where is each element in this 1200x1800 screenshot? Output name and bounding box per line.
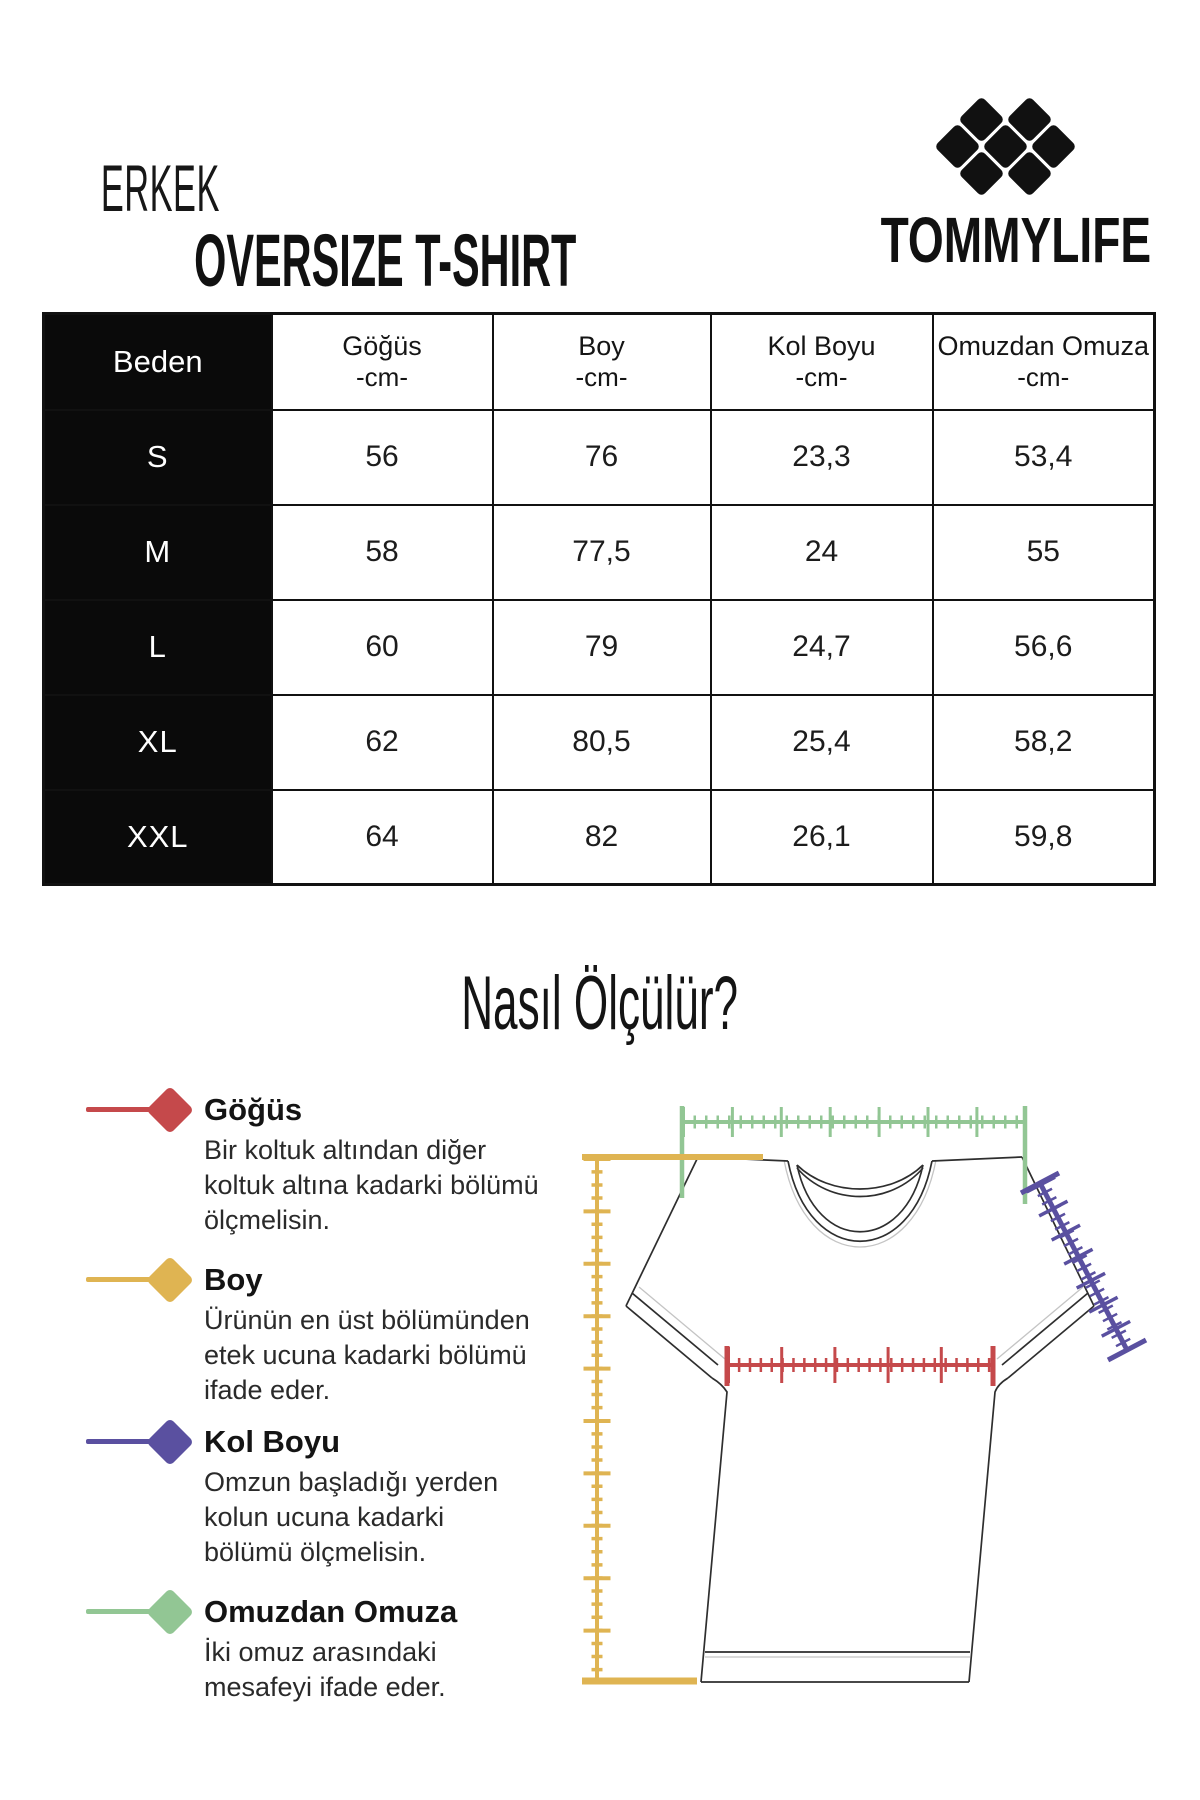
brand-name: TOMMYLIFE [880,204,1152,276]
col-header-kol-boyu: Kol Boyu -cm- [711,314,933,410]
value-cell: 56,6 [933,600,1155,695]
legend-title: Kol Boyu [204,1424,341,1459]
tshirt-outline [626,1157,1094,1682]
size-cell: M [44,505,272,600]
value-cell: 79 [493,600,711,695]
diamond-icon [146,1256,194,1304]
value-cell: 55 [933,505,1155,600]
diamond-icon [146,1086,194,1134]
col-header-omuzdan-omuza: Omuzdan Omuza -cm- [933,314,1155,410]
value-cell: 23,3 [711,410,933,505]
col-header-gogus: Göğüs -cm- [272,314,493,410]
size-cell: XL [44,695,272,790]
table-row-s [44,410,1155,505]
legend-marker [86,1257,192,1303]
brand-block [828,85,1188,276]
legend-desc: Omzun başladığı yerden kolun ucuna kadarki bölümü ölçmelisin. [204,1467,499,1567]
table-row-xxl [44,790,1155,885]
legend-item-omuzdan-omuza [86,1589,566,1705]
value-cell: 56 [272,410,493,505]
legend-title: Göğüs [204,1092,303,1127]
legend-marker [86,1589,192,1635]
table-row-xl [44,695,1155,790]
value-cell: 60 [272,600,493,695]
table-row-l [44,600,1155,695]
diamond-icon [146,1418,194,1466]
value-cell: 80,5 [493,695,711,790]
legend-item-gogus [86,1087,566,1238]
value-cell: 64 [272,790,493,885]
value-cell: 62 [272,695,493,790]
col-header-size: Beden [44,314,272,410]
value-cell: 58 [272,505,493,600]
size-cell: L [44,600,272,695]
size-table-header-row [44,314,1155,410]
ruler-boy [582,1157,763,1681]
value-cell: 76 [493,410,711,505]
size-cell: XXL [44,790,272,885]
legend-desc: Bir koltuk altından diğer koltuk altına kadarki bölümü ölçmelisin. [204,1135,539,1235]
page-title: OVERSIZE T-SHIRT [194,219,577,302]
legend-marker [86,1087,192,1133]
value-cell: 58,2 [933,695,1155,790]
size-table [42,312,1156,886]
value-cell: 82 [493,790,711,885]
value-cell: 53,4 [933,410,1155,505]
col-header-boy: Boy -cm- [493,314,711,410]
table-row-m [44,505,1155,600]
value-cell: 59,8 [933,790,1155,885]
value-cell: 24 [711,505,933,600]
ruler-gogus [727,1346,993,1386]
value-cell: 25,4 [711,695,933,790]
value-cell: 77,5 [493,505,711,600]
legend-desc: Ürünün en üst bölümünden etek ucuna kadarki bölümü ifade eder. [204,1305,530,1405]
diamond-icon [146,1588,194,1636]
ruler-kol-boyu [1021,1173,1146,1360]
legend-desc: İki omuz arasındaki mesafeyi ifade eder. [204,1637,446,1702]
value-cell: 24,7 [711,600,933,695]
measure-section-title: Nasıl Ölçülür? [461,961,739,1046]
tshirt-diagram [500,1040,1160,1740]
gender-label: ERKEK [100,151,220,225]
legend-item-kol-boyu [86,1419,566,1570]
legend-title: Boy [204,1262,263,1297]
legend-marker [86,1419,192,1465]
legend-item-boy [86,1257,566,1408]
brand-logo [928,85,1088,195]
legend-title: Omuzdan Omuza [204,1594,458,1629]
value-cell: 26,1 [711,790,933,885]
size-cell: S [44,410,272,505]
